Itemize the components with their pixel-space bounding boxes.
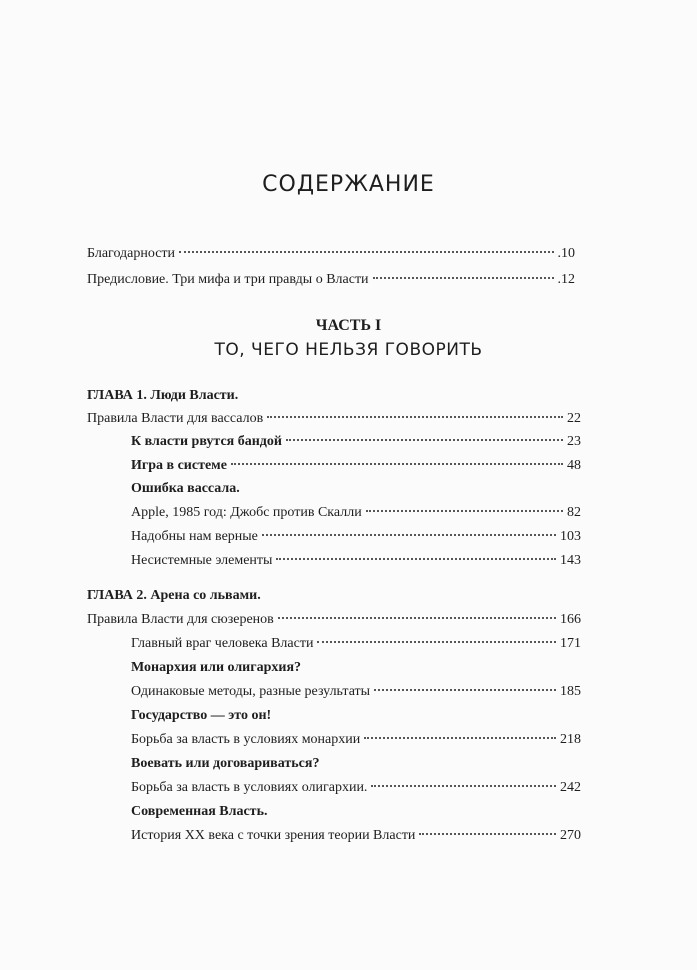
toc-entry[interactable]	[131, 778, 581, 798]
leader-dots	[374, 689, 556, 691]
entry-page: 22	[567, 411, 581, 426]
leader-dots	[267, 416, 563, 418]
leader-dots	[366, 510, 563, 512]
section-title: Государство — это он!	[131, 708, 272, 723]
leader-dots	[371, 785, 556, 787]
leader-dots	[276, 558, 556, 560]
entry-title: Правила Власти для сюзеренов	[87, 612, 274, 627]
leader-dots	[179, 251, 553, 253]
toc-entry[interactable]	[87, 270, 575, 290]
entry-page: 82	[567, 505, 581, 520]
entry-page: 143	[560, 553, 581, 568]
leader-dots	[262, 534, 556, 536]
leader-dots	[286, 439, 563, 441]
leader-dots	[364, 737, 556, 739]
entry-page: 23	[567, 434, 581, 449]
toc-entry[interactable]	[87, 244, 575, 264]
entry-title: Борьба за власть в условиях монархии	[131, 732, 361, 747]
toc-entry[interactable]	[131, 551, 581, 571]
toc-entry[interactable]	[131, 432, 581, 452]
entry-title: К власти рвутся бандой	[131, 434, 282, 449]
entry-title: Главный враг человека Власти	[131, 636, 314, 651]
entry-title: Игра в системе	[131, 458, 227, 473]
part-number: ЧАСТЬ I	[315, 317, 382, 334]
entry-page: 185	[560, 684, 581, 699]
entry-page: .12	[557, 272, 575, 287]
entry-title: Предисловие. Три мифа и три правды о Власти	[87, 272, 369, 287]
entry-title: Надобны нам верные	[131, 529, 258, 544]
entry-page: 171	[560, 636, 581, 651]
entry-page: 103	[560, 529, 581, 544]
entry-title: Благодарности	[87, 246, 176, 261]
chapter-title: ГЛАВА 2. Арена со львами.	[87, 588, 261, 603]
toc-heading: СОДЕРЖАНИЕ	[262, 172, 435, 197]
entry-page: 270	[560, 828, 581, 843]
entry-page: .10	[557, 246, 575, 261]
toc-entry[interactable]	[131, 527, 581, 547]
toc-entry[interactable]	[131, 682, 581, 702]
entry-title: История XX века с точки зрения теории Власти	[131, 828, 416, 843]
section-title: Современная Власть.	[131, 804, 268, 819]
entry-title: Правила Власти для вассалов	[87, 411, 264, 426]
leader-dots	[231, 463, 563, 465]
entry-title: Одинаковые методы, разные результаты	[131, 684, 371, 699]
leader-dots	[317, 641, 556, 643]
entry-title: Несистемные элементы	[131, 553, 273, 568]
leader-dots	[278, 617, 556, 619]
entry-title: Apple, 1985 год: Джобс против Скалли	[131, 505, 362, 520]
toc-entry[interactable]	[131, 456, 581, 476]
part-name: ТО, ЧЕГО НЕЛЬЗЯ ГОВОРИТЬ	[214, 340, 483, 360]
toc-entry[interactable]	[131, 503, 581, 523]
toc-entry[interactable]	[87, 409, 581, 429]
entry-page: 166	[560, 612, 581, 627]
leader-dots	[373, 277, 554, 279]
section-title: Воевать или договариваться?	[131, 756, 320, 771]
section-title: Ошибка вассала.	[131, 481, 240, 496]
toc-entry[interactable]	[131, 826, 581, 846]
entry-page: 48	[567, 458, 581, 473]
entry-page: 242	[560, 780, 581, 795]
chapter-title: ГЛАВА 1. Люди Власти.	[87, 388, 239, 403]
toc-entry[interactable]	[131, 730, 581, 750]
toc-entry[interactable]	[131, 634, 581, 654]
section-title: Монархия или олигархия?	[131, 660, 302, 675]
entry-page: 218	[560, 732, 581, 747]
toc-entry[interactable]	[87, 610, 581, 630]
entry-title: Борьба за власть в условиях олигархии.	[131, 780, 368, 795]
leader-dots	[419, 833, 556, 835]
